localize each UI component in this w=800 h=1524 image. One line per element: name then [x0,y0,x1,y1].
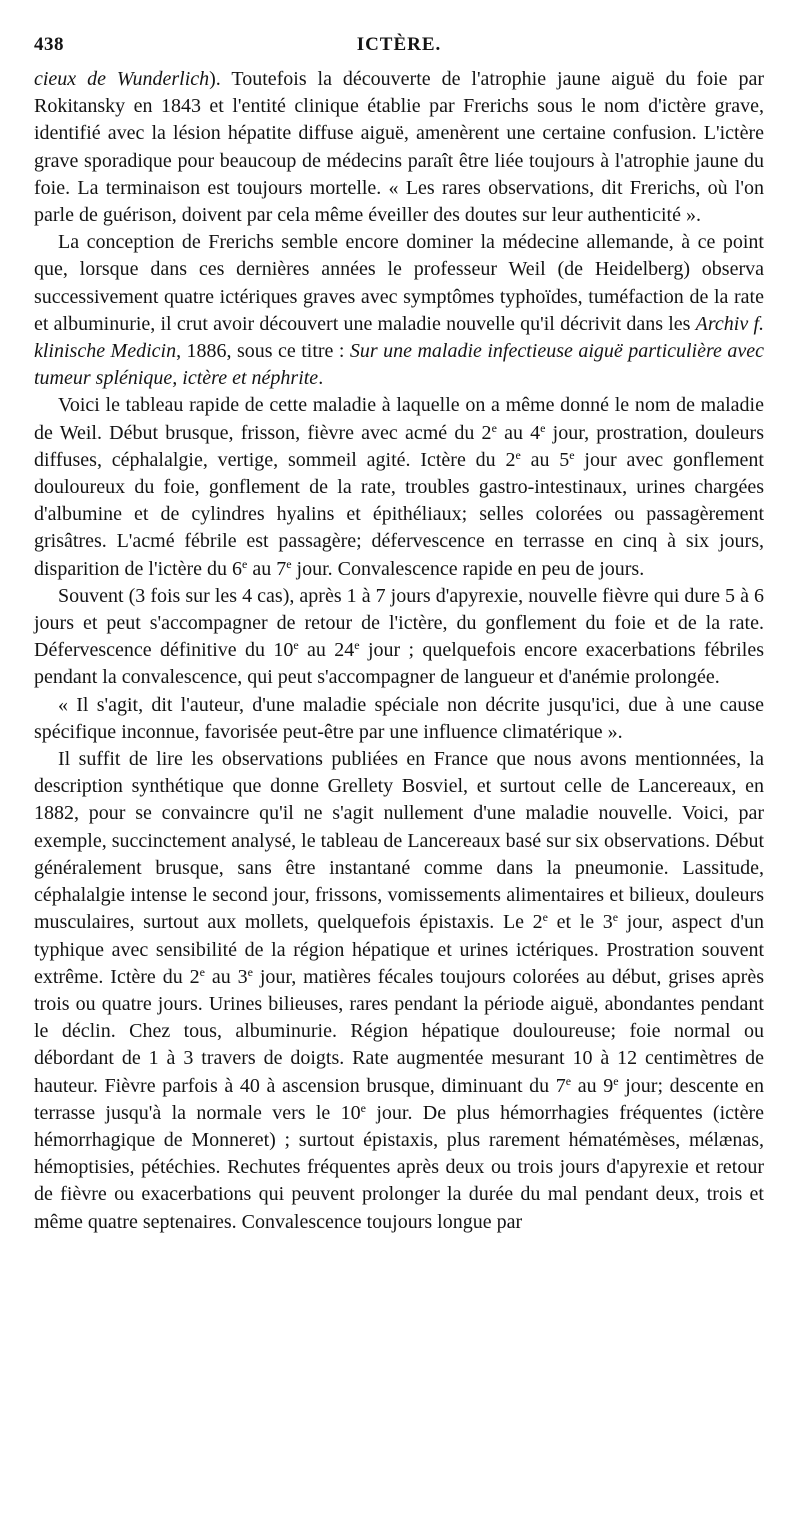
paragraph [34,746,764,1236]
paragraph [34,66,764,229]
text-run: jour, prostration, douleurs diffuses, céphalalgie, vertige, sommeil agité. Ictère du 2 [34,421,764,471]
superscript: e [540,420,546,435]
superscript: e [613,1073,619,1088]
text-run: Souvent (3 fois sur les 4 cas), après 1 à 7 jours d'apyrexie, nouvelle fièvre qui dure 5 à 6 jours et peut s'accompagner de retour de l'ictère, du gonflement du foie et de la rate. Défervescence définitive du 10 [34,584,764,662]
text-run: jour ; quelquefois encore exacerbations fébriles pendant la convalescence, qui peut s'accompagner de langueur et d'anémie prolongée. [34,639,764,689]
superscript: e [515,447,521,462]
body-text [34,66,764,1236]
paragraph [34,583,764,692]
superscript: e [242,556,248,571]
superscript: e [286,556,292,571]
paragraph [34,229,764,392]
superscript: e [360,1100,366,1115]
superscript: e [565,1073,572,1088]
page-header [34,34,764,60]
page-number: 438 [34,34,64,55]
text-run: « Il s'agit, dit l'auteur, d'une maladie spéciale non décrite jusqu'ici, due à une cause spécifique inconnue, favorisée peut-être par une influence climatérique ». [34,693,764,743]
superscript: e [199,964,205,979]
text-run: jour. Convalescence rapide en peu de jours. [291,557,645,580]
text-run: La conception de Frerichs semble encore dominer la médecine allemande, à ce point que, lorsque dans ces dernières années le professeur Weil (de Heidelberg) observa successivement quatre ictériques graves avec symptômes typhoïdes, tuméfaction de la rate et albuminurie, il crut avoir découvert une maladie nouvelle qu'il décrivit dans les [34,231,764,335]
paragraph [34,392,764,582]
text-run: au 4 [496,421,541,444]
text-run: , 1886, sous ce titre : [176,340,350,363]
text-run: . [318,367,324,390]
text-run: au 9 [571,1074,614,1097]
text-run: et le 3 [548,911,613,934]
text-run: au 7 [247,557,287,580]
superscript: e [247,964,253,979]
text-run: jour; descente en terrasse jusqu'à la normale vers le 10 [34,1074,764,1124]
text-run: jour avec gonflement douloureux du foie, gonflement de la rate, troubles gastro-intestinaux, urines chargées d'albumine et de cylindres hyalins et épithéliaux; selles colorées ou passagèrement grisâtres. L'acmé fébrile est passagère; défervescence en terrasse en cinq à six jours, disparition de l'ictère du 6 [34,448,764,580]
superscript: e [354,638,360,653]
text-run: au 5 [520,448,570,471]
superscript: e [491,420,497,435]
text-run: au 3 [204,965,248,988]
superscript: e [542,910,548,925]
italic-text: cieux de Wunderlich [34,68,210,90]
text-run: Voici le tableau rapide de cette maladie à laquelle on a même donné le nom de maladie de Weil. Début brusque, frisson, fièvre avec acmé du 2 [34,394,764,444]
superscript: e [569,447,575,462]
text-run: ). Toutefois la découverte de l'atrophie jaune aiguë du foie par Rokitansky en 1843 et l'entité clinique établie par Frerichs sous le nom d'ictère grave, identifié avec la lésion hépatite diffuse aiguë, amenèrent une certaine confusion. L'ictère grave sporadique pour beaucoup de médecins paraît être liée toujours à l'atrophie jaune du foie. La terminaison est toujours mortelle. « Les rares observations, dit Frerichs, où l'on parle de guérison, doivent par cela même éveiller des doutes sur leur authenticité ». [34,68,764,227]
running-head: ICTÈRE. [356,34,442,55]
text-run: au 24 [298,639,355,662]
superscript: e [293,638,299,653]
superscript: e [612,910,619,925]
text-run: jour, aspect d'un typhique avec sensibilité de la région hépatique et urines ictériques. Prostration souvent extrême. Ictère du 2 [34,911,764,988]
italic-text: Archiv f. klinische Medicin [34,312,765,363]
text-run: jour. De plus hémorrhagies fréquentes (ictère hémorrhagique de Monneret) ; surtout épistaxis, plus rarement hématémèses, mélænas, hémoptisies, pétéchies. Rechutes fréquentes après deux ou trois jours d'apyrexie et retour de fièvre ou exacerbations qui peuvent prolonger la durée du mal pendant deux, trois et même quatre septenaires. Convalescence toujours longue par [34,1101,764,1233]
text-run: Il suffit de lire les observations publiées en France que nous avons mentionnées, la description synthétique que donne Grellety Bosviel, et surtout celle de Lancereaux, en 1882, pour se convaincre qu'il ne s'agit nullement d'une maladie nouvelle. Voici, par exemple, succinctement analysé, le tableau de Lancereaux basé sur six observations. Début généralement brusque, sans être instantané comme dans la pneumonie. Lassitude, céphalalgie intense le second jour, frissons, vomissements alimentaires et bilieux, douleurs musculaires, surtout aux mollets, quelquefois épistaxis. Le 2 [34,748,764,934]
paragraph [34,692,764,746]
italic-text: Sur une maladie infectieuse aiguë particulière avec tumeur splénique, ictère et néphrite [34,340,764,390]
text-run: jour, matières fécales toujours colorées au début, grises après trois ou quatre jours. Urines bilieuses, rares pendant la période aiguë, abondantes pendant le déclin. Chez tous, albuminurie. Région hépatique douloureuse; foie normal ou débordant de 1 à 3 travers de doigts. Rate augmentée mesurant 10 à 12 centimètres de hauteur. Fièvre parfois à 40 à ascension brusque, diminuant du 7 [34,965,764,1097]
